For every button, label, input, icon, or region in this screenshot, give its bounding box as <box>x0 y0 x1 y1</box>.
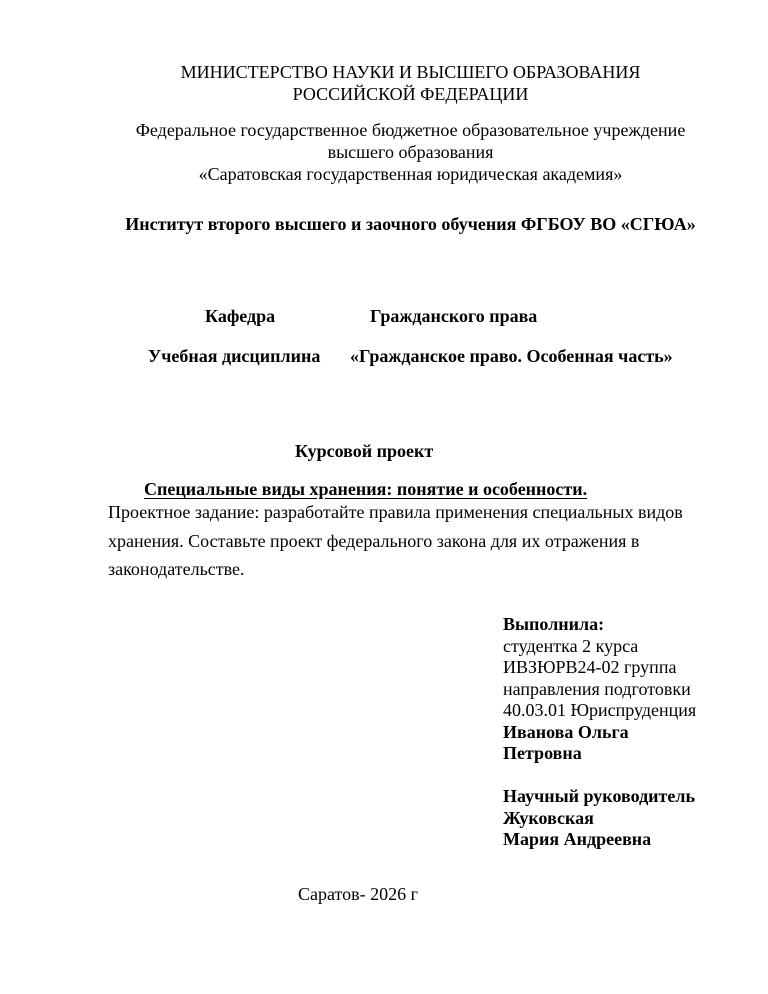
institution-header <box>108 119 713 185</box>
supervisor-label: Научный руководитель <box>503 786 695 806</box>
city-year-footer: Саратов- 2026 г <box>298 884 419 904</box>
work-type-heading: Курсовой проект <box>295 441 434 461</box>
ministry-line-2: РОССИЙСКОЙ ФЕДЕРАЦИИ <box>292 84 529 104</box>
institute-name: Институт второго высшего и заочного обучения ФГБОУ ВО «СГЮА» <box>125 214 696 234</box>
ministry-line-1: МИНИСТЕРСТВО НАУКИ И ВЫСШЕГО ОБРАЗОВАНИЯ <box>180 62 641 82</box>
author-detail-1: студентка 2 курса <box>503 635 639 656</box>
task-line-3: законодательстве. <box>108 559 245 580</box>
performed-label: Выполнила: <box>503 614 605 634</box>
author-name-2: Петровна <box>503 743 582 763</box>
ministry-header <box>108 61 713 105</box>
author-detail-4: 40.03.01 Юриспруденция <box>503 700 697 720</box>
discipline-value: «Гражданское право. Особенная часть» <box>350 346 673 366</box>
blank-line <box>503 765 733 787</box>
project-task-paragraph <box>108 498 728 584</box>
author-detail-3: направления подготовки <box>503 678 691 699</box>
institution-line-2: высшего образования <box>327 142 494 162</box>
author-detail-2: ИВЗЮРВ24-02 группа <box>503 657 677 677</box>
department-label: Кафедра <box>205 306 276 326</box>
supervisor-name-2: Мария Андреевна <box>503 829 652 849</box>
discipline-label: Учебная дисциплина <box>148 346 321 366</box>
supervisor-name-1: Жуковская <box>503 807 594 828</box>
institution-line-3: «Саратовская государственная юридическая академия» <box>198 164 623 184</box>
task-line-2: хранения. Составьте проект федерального закона для их отражения в <box>108 530 640 551</box>
work-title: Специальные виды хранения: понятие и особенности. <box>144 479 588 499</box>
credentials-block <box>503 614 733 851</box>
author-name-1: Иванова Ольга <box>503 721 629 742</box>
task-line-1: Проектное задание: разработайте правила применения специальных видов <box>108 502 683 522</box>
department-value: Гражданского права <box>370 306 538 326</box>
institution-line-1: Федеральное государственное бюджетное образовательное учреждение <box>135 120 686 140</box>
